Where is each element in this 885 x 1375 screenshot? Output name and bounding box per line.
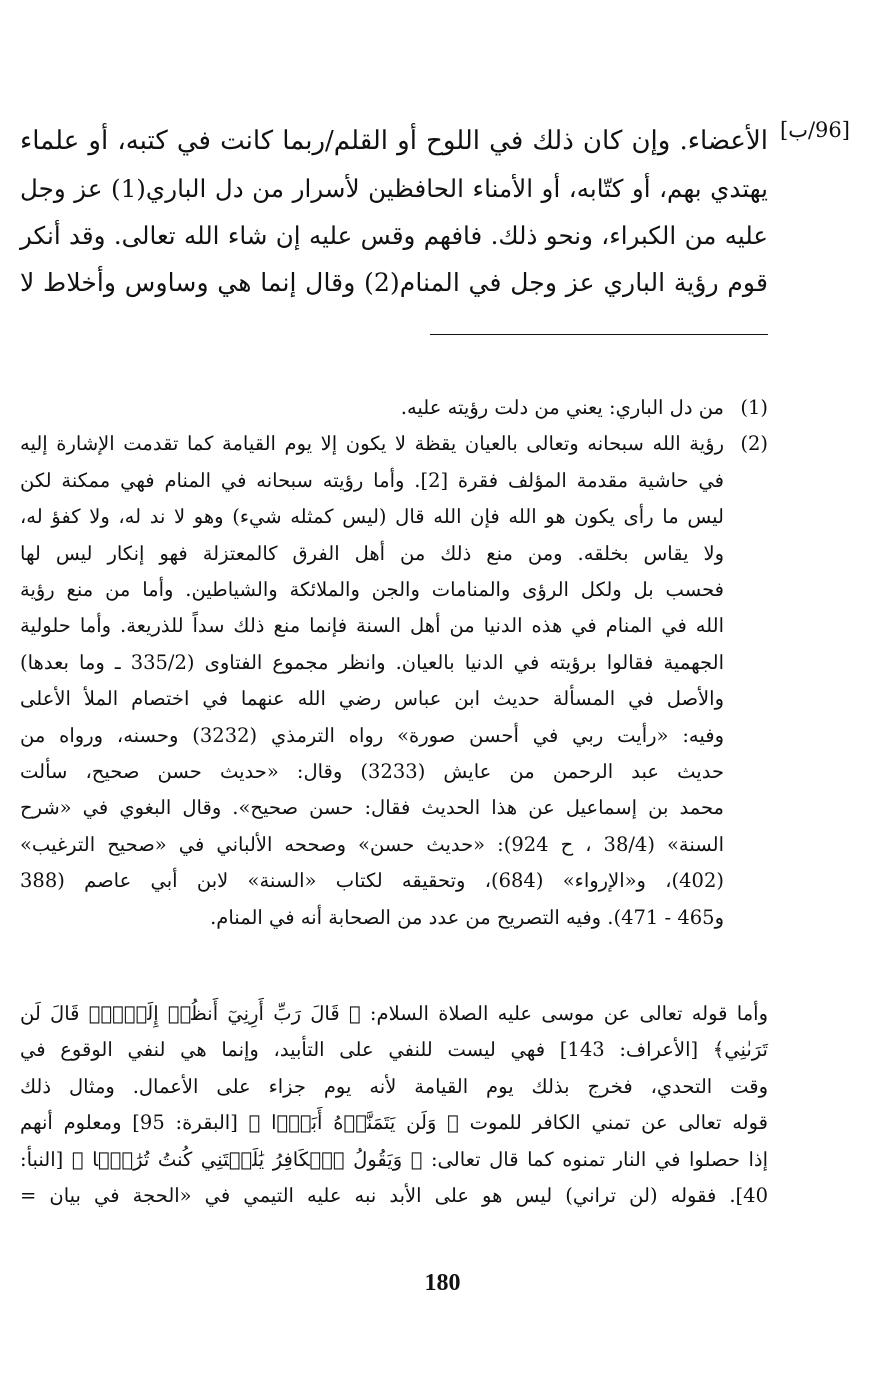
footnote-line: حديث عبد الرحمن من عايش (3233) وقال: «حديث حسن صحيح، سألت [20, 760, 724, 784]
footnote-line: ليس ما رأى يكون هو الله فإن الله قال (ليس كمثله شيء) وهو لا ند له، ولا كفؤ له، [20, 505, 724, 529]
footnote-line: فحسب بل ولكل الرؤى والمنامات والجن والملائكة والشياطين. وأما من منع رؤية [20, 578, 724, 602]
footnote-line: الله في المنام في هذه الدنيا من أهل السنة فإنما منع ذلك سداً للذريعة. وأما حلولية [20, 614, 724, 638]
footnote-1 [20, 390, 768, 426]
footnote-line: و465 - 471). وفيه التصريح من عدد من الصحابة أنه في المنام. [210, 905, 724, 929]
continuation-line: وقت التحدي، فخرج بذلك يوم القيامة لأنه يوم جزاء على الأعمال. ومثال ذلك [20, 1074, 768, 1098]
continuation-line: إذا حصلوا في النار تمنوه كما قال تعالى: ﴿ وَيَقُولُ ٱلۡكَافِرُ يَٰلَيۡتَنِي كُنتُ تُرَٰبَۢا ﴾ [النبأ: [20, 1147, 768, 1171]
footnote-number: (2) [740, 432, 768, 456]
footnote-line: رؤية الله سبحانه وتعالى بالعيان يقظة لا يكون إلا يوم القيامة كما تقدمت الإشارة إليه [20, 432, 724, 456]
body-line: عليه من الكبراء، ونحو ذلك. فافهم وقس عليه إن شاء الله تعالى. وقد أنكر [20, 221, 768, 250]
body-line: يهتدي بهم، أو كتّابه، أو الأمناء الحافظين لأسرار من دل الباري(1) عز وجل [20, 174, 768, 203]
continuation-line: 40]. فقوله (لن تراني) ليس هو على الأبد نبه عليه التيمي في «الحجة في بيان = [20, 1184, 768, 1208]
continuation-line: وأما قوله تعالى عن موسى عليه الصلاة السلام: ﴿ قَالَ رَبِّ أَرِنِيٓ أَنظُرۡ إِلَيۡكَۚ قَالَ لَن [20, 1002, 768, 1025]
footnote-line: الجهمية فقالوا برؤيته في الدنيا بالعيان. وانظر مجموع الفتاوى (335/2 ـ وما بعدها) [20, 650, 724, 674]
footnote-line: السنة» (38/4 ، ح 924): «حديث حسن» وصححه الألباني في «صحيح الترغيب» [20, 832, 724, 856]
footnote-line: (402)، و«الإرواء» (684)، وتحقيقه لكتاب «السنة» لابن أبي عاصم (388 [20, 869, 724, 893]
continuation-line: تَرَىٰنِي﴾ [الأعراف: 143] فهي ليست للنفي على التأبيد، وإنما هي لنفي الوقوع في [20, 1038, 768, 1062]
body-line: الأعضاء. وإن كان ذلك في اللوح أو القلم/ربما كانت في كتبه، أو علماء [20, 126, 768, 156]
footnote-line: ولا يقاس بخلقه. ومن منع ذلك من أهل الفرق كالمعتزلة فهو إنكار ليس لها [20, 541, 724, 565]
footnotes [20, 390, 768, 936]
footnote-line: في حاشية مقدمة المؤلف فقرة [2]. وأما رؤيته سبحانه في المنام فهي ممكنة لكن [20, 468, 724, 492]
footnote-line: وفيه: «رأيت ربي في أحسن صورة» رواه الترمذي (3232) وحسنه، ورواه من [20, 723, 724, 747]
body-line: قوم رؤية الباري عز وجل في المنام(2) وقال إنما هي وساوس وأخلاط لا [20, 268, 768, 297]
footnote-number: (1) [740, 396, 768, 419]
footnote-line: والأصل في المسألة حديث ابن عباس رضي الله عنهما في اختصام الملأ الأعلى [20, 687, 724, 711]
footnote-line: محمد بن إسماعيل عن هذا الحديث فقال: حسن صحيح». وقال البغوي في «شرح [20, 796, 724, 820]
folio-marker: [96/ب] [780, 118, 850, 142]
page-number: 180 [424, 1270, 461, 1296]
footnote-separator [430, 334, 768, 335]
main-body-text [20, 118, 768, 306]
footnote-line: من دل الباري: يعني من دلت رؤيته عليه. [400, 396, 724, 419]
footnote-continuation [20, 996, 768, 1214]
continuation-line: قوله تعالى عن تمني الكافر للموت ﴿ وَلَن يَتَمَنَّوۡهُ أَبَدَۢا ﴾ [البقرة: 95] ومعلوم أنهم [20, 1111, 769, 1135]
footnote-2 [20, 426, 768, 936]
